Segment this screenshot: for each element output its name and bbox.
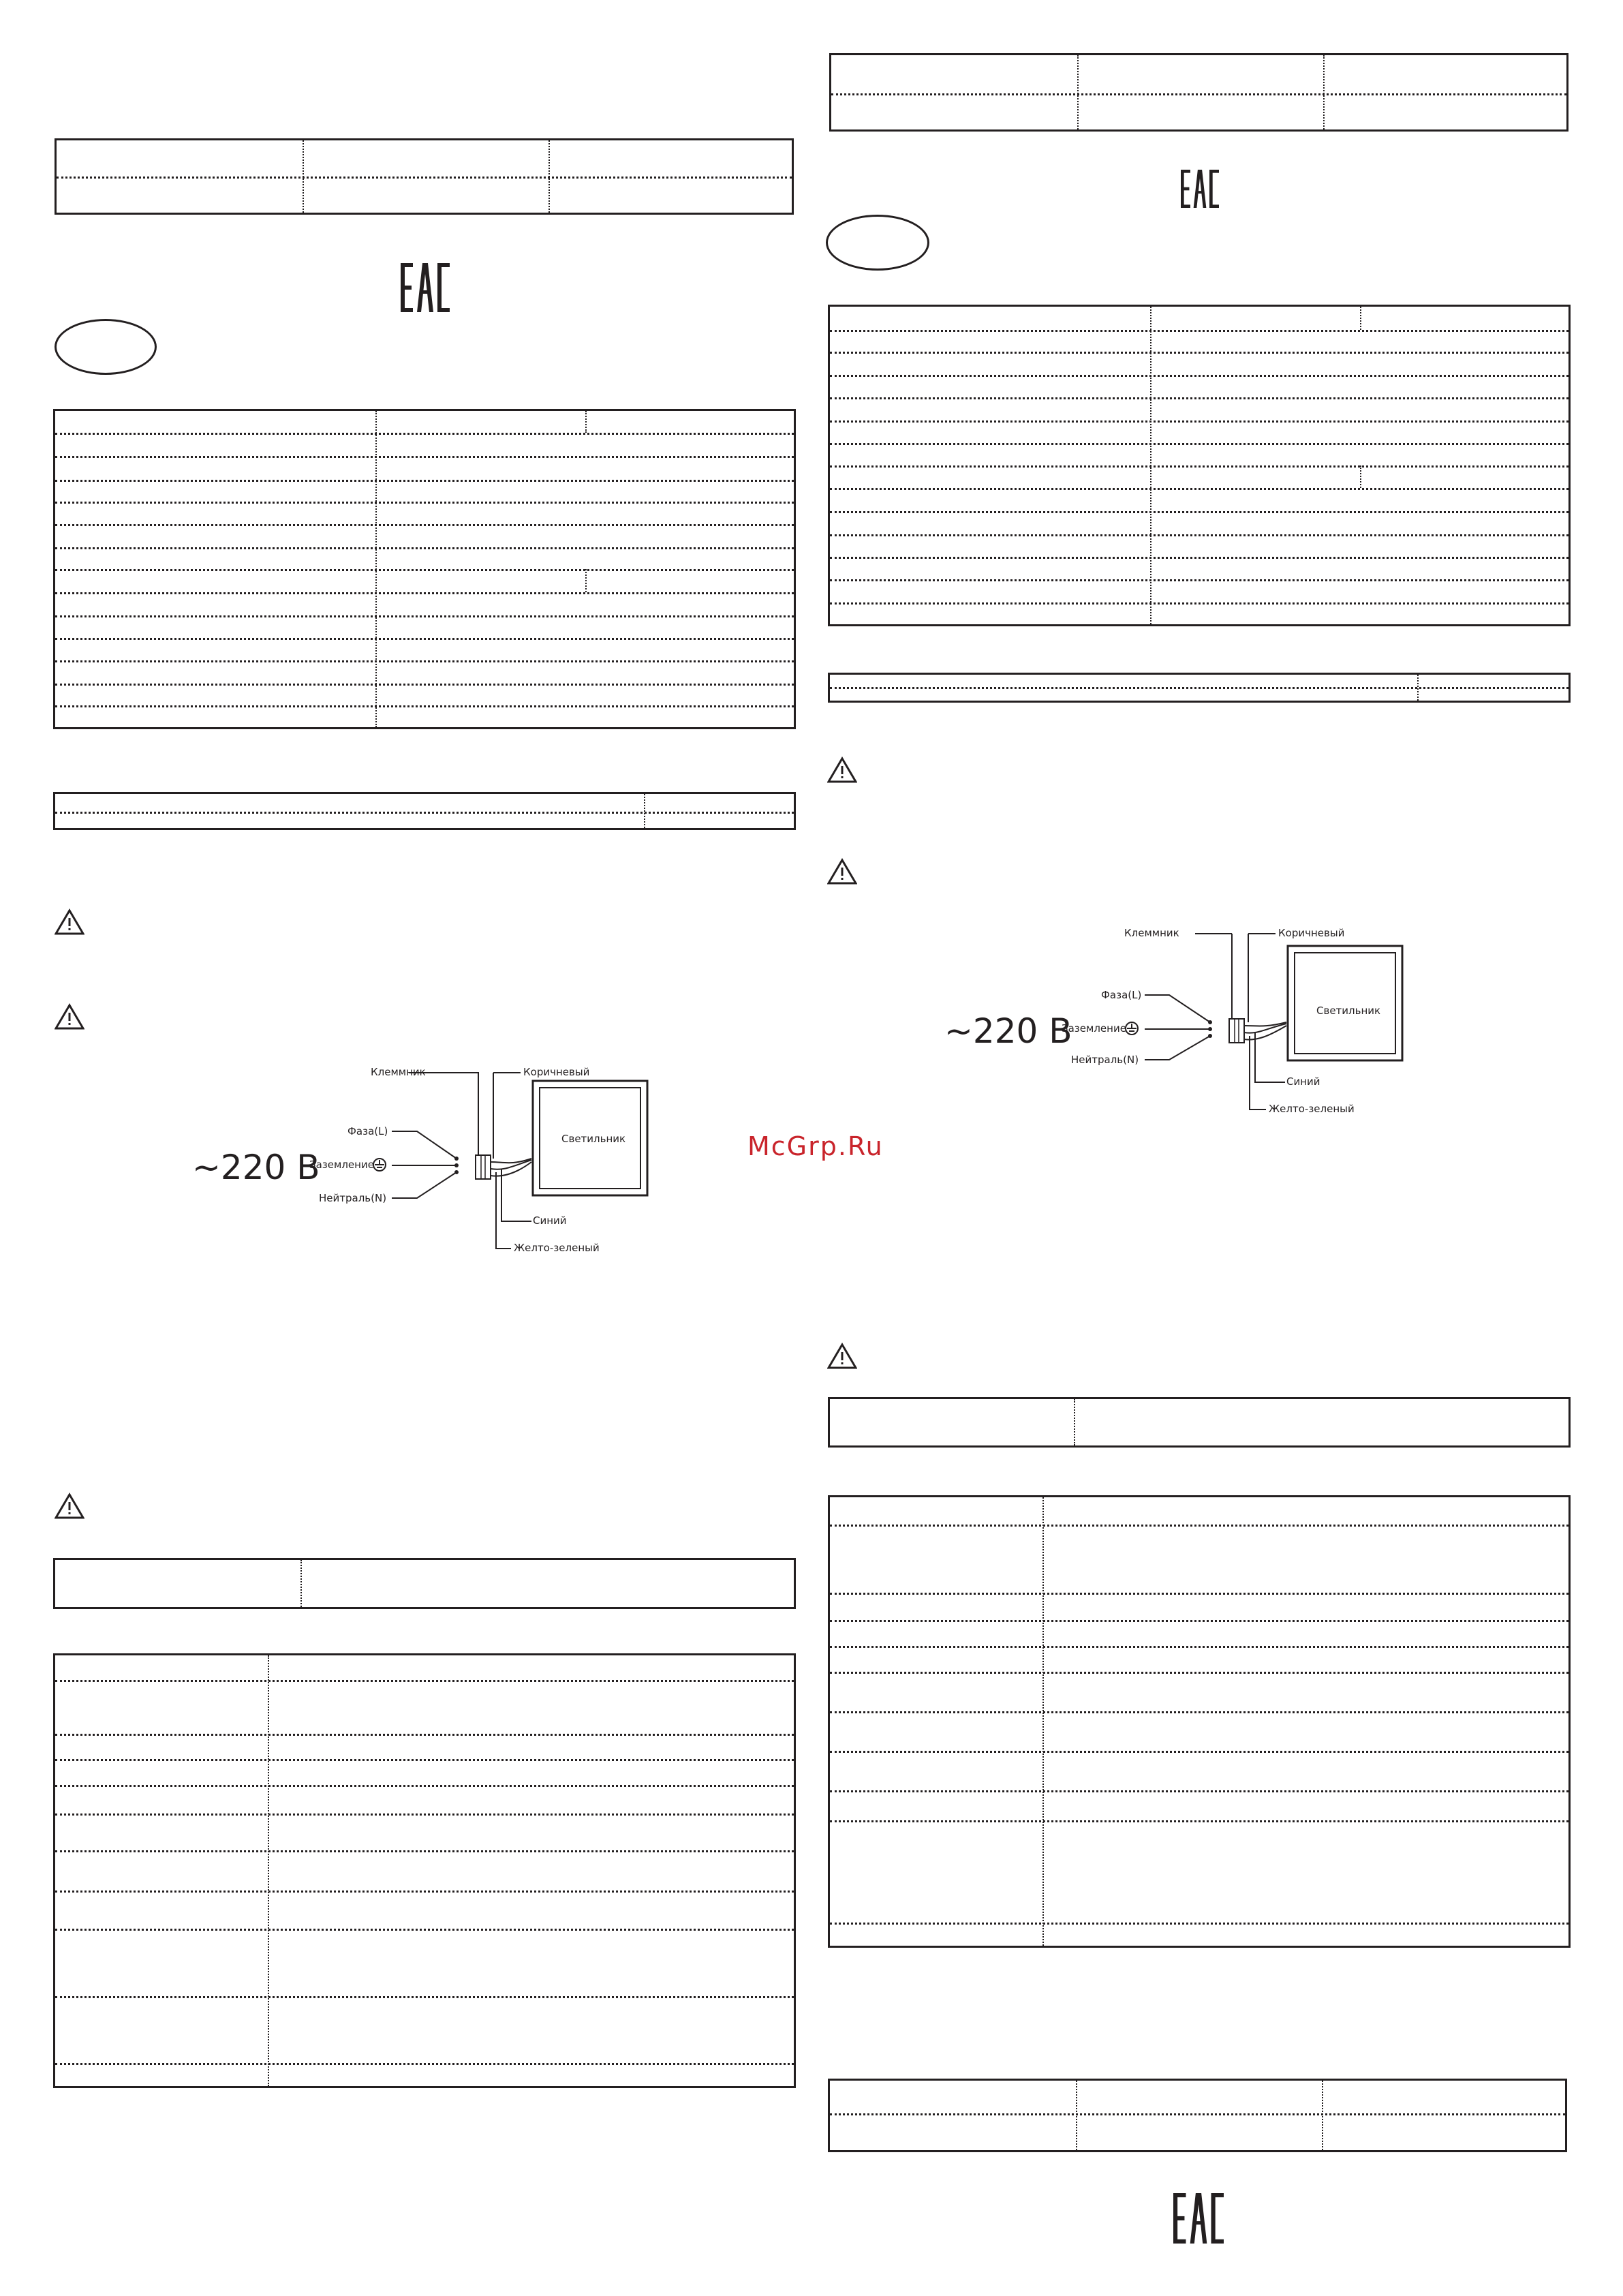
eac-mark (1181, 170, 1219, 208)
left-two-col-table (53, 1558, 796, 1609)
warning-icon (55, 1003, 84, 1030)
phase-label: Фаза(L) (347, 1125, 388, 1137)
right-specs-table (828, 305, 1571, 626)
watermark: McGrp.Ru (747, 1131, 884, 1161)
lamp-label: Светильник (1316, 1005, 1381, 1017)
voltage-label: ~220 В (192, 1148, 320, 1187)
terminal-block-label: Клеммник (371, 1066, 426, 1078)
language-oval (826, 215, 929, 271)
warning-icon (827, 756, 857, 784)
lamp-label: Светильник (561, 1133, 626, 1145)
yellow-green-wire-label: Желто-зеленый (1269, 1103, 1355, 1115)
blue-wire-label: Синий (1286, 1075, 1320, 1088)
warning-icon (827, 858, 857, 885)
eac-mark (401, 263, 450, 312)
left-big-table (53, 1653, 796, 2088)
phase-label: Фаза(L) (1101, 989, 1142, 1001)
neutral-label: Нейтраль(N) (1071, 1054, 1139, 1066)
right-narrow-table (828, 673, 1571, 703)
brown-wire-label: Коричневый (523, 1066, 590, 1078)
voltage-label: ~220 В (944, 1011, 1072, 1051)
ground-label: Заземление (1062, 1022, 1126, 1035)
left-narrow-table (53, 792, 796, 830)
eac-mark (1173, 2193, 1224, 2244)
left-specs-table (53, 409, 796, 729)
right-big-table (828, 1495, 1571, 1948)
wiring-diagram (184, 1056, 675, 1261)
warning-icon (827, 1343, 857, 1370)
ground-symbol-icon (1126, 1022, 1138, 1035)
left-top-table (55, 138, 794, 215)
language-oval (55, 319, 157, 375)
warning-icon (55, 908, 84, 936)
ground-label: Заземление (309, 1159, 374, 1171)
right-bottom-table (828, 2079, 1567, 2152)
ground-symbol-icon (373, 1159, 386, 1171)
warning-icon (55, 1493, 84, 1520)
terminal-block-label: Клеммник (1124, 927, 1179, 939)
neutral-label: Нейтраль(N) (319, 1192, 387, 1204)
right-two-col-table (828, 1397, 1571, 1448)
blue-wire-label: Синий (533, 1214, 567, 1227)
right-top-table (829, 53, 1568, 132)
wiring-diagram (940, 920, 1431, 1124)
yellow-green-wire-label: Желто-зеленый (514, 1242, 600, 1254)
brown-wire-label: Коричневый (1278, 927, 1345, 939)
